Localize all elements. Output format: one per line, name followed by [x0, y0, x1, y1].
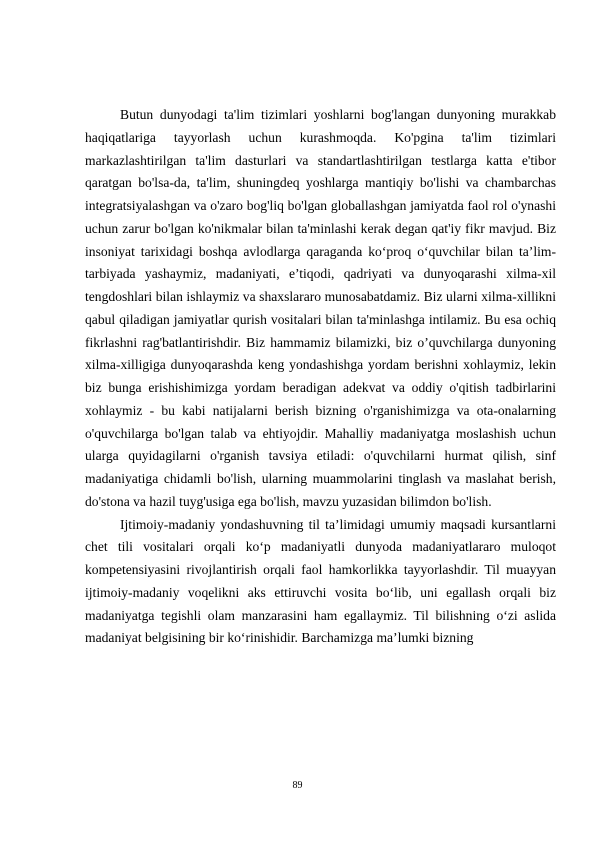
body-text: [85, 104, 556, 650]
page-number: 89: [292, 780, 303, 791]
paragraph-1: Butun dunyodagi ta'lim tizimlari yoshlarni bog'langan dunyoning murakkab haqiqatlariga tayyorlash uchun kurashmoqda. Ko'pgina ta'lim tizimlari markazlashtirilgan ta'lim dasturlari va standartlashtirilgan testlarga katta e'tibor qaratgan bo'lsa-da, ta'lim, shuningdeq yoshlarga mantiqiy bo'lishi va chambarchas integratsiyalashgan va o'zaro bog'liq bo'lgan globallashgan jamiyatda faol rol o'ynashi uchun zarur bo'lgan ko'nikmalar bilan ta'minlashi kerak degan qat'iy fikr mavjud. Biz insoniyat tarixidagi boshqa avlodlarga qaraganda ko‘proq o‘quvchilar bilan ta’lim-tarbiyada yashaymiz, madaniyati, e’tiqodi, qadriyati va dunyoqarashi xilma-xil tengdoshlari bilan ishlaymiz va shaxslararo munosabatdamiz. Biz ularni xilma-xillikni qabul qiladigan jamiyatlar qurish vositalari bilan ta'minlashga intilamiz. Bu esa ochiq fikrlashni rag'batlantirishdir. Biz hammamiz bilamizki, biz o’quvchilarga dunyoning xilma-xilligiga dunyoqarashda keng yondashishga yordam berishni xohlaymiz, lekin biz bunga erishishimizga yordam beradigan adekvat va oddiy o'qitish tadbirlarini xohlaymiz - bu kabi natijalarni berish bizning o'rganishimizga va ota-onalarning o'quvchilarga bo'lgan talab va ehtiyojdir. Mahalliy madaniyatga moslashish uchun ularga quyidagilarni o'rganish tavsiya etiladi: o'quvchilarni hurmat qilish, sinf madaniyatiga chidamli bo'lish, ularning muammolarini tinglash va maslahat berish, do'stona va hazil tuyg'usiga ega bo'lish, mavzu yuzasidan bilimdon bo'lish.: [85, 107, 556, 509]
paragraph-2: Ijtimoiy-madaniy yondashuvning til ta’limidagi umumiy maqsadi kursantlarni chet tili vositalari orqali ko‘p madaniyatli dunyoda madaniyatlararo muloqot kompetensiyasini rivojlantirish orqali faol hamkorlikka tayyorlashdir. Til muayyan ijtimoiy-madaniy voqelikni aks ettiruvchi vosita bo‘lib, uni egallash orqali biz madaniyatga tegishli olam manzarasini ham egallaymiz. Til bilishning o‘zi aslida madaniyat belgisining bir ko‘rinishidir. Barchamizga ma’lumki bizning: [85, 516, 556, 646]
